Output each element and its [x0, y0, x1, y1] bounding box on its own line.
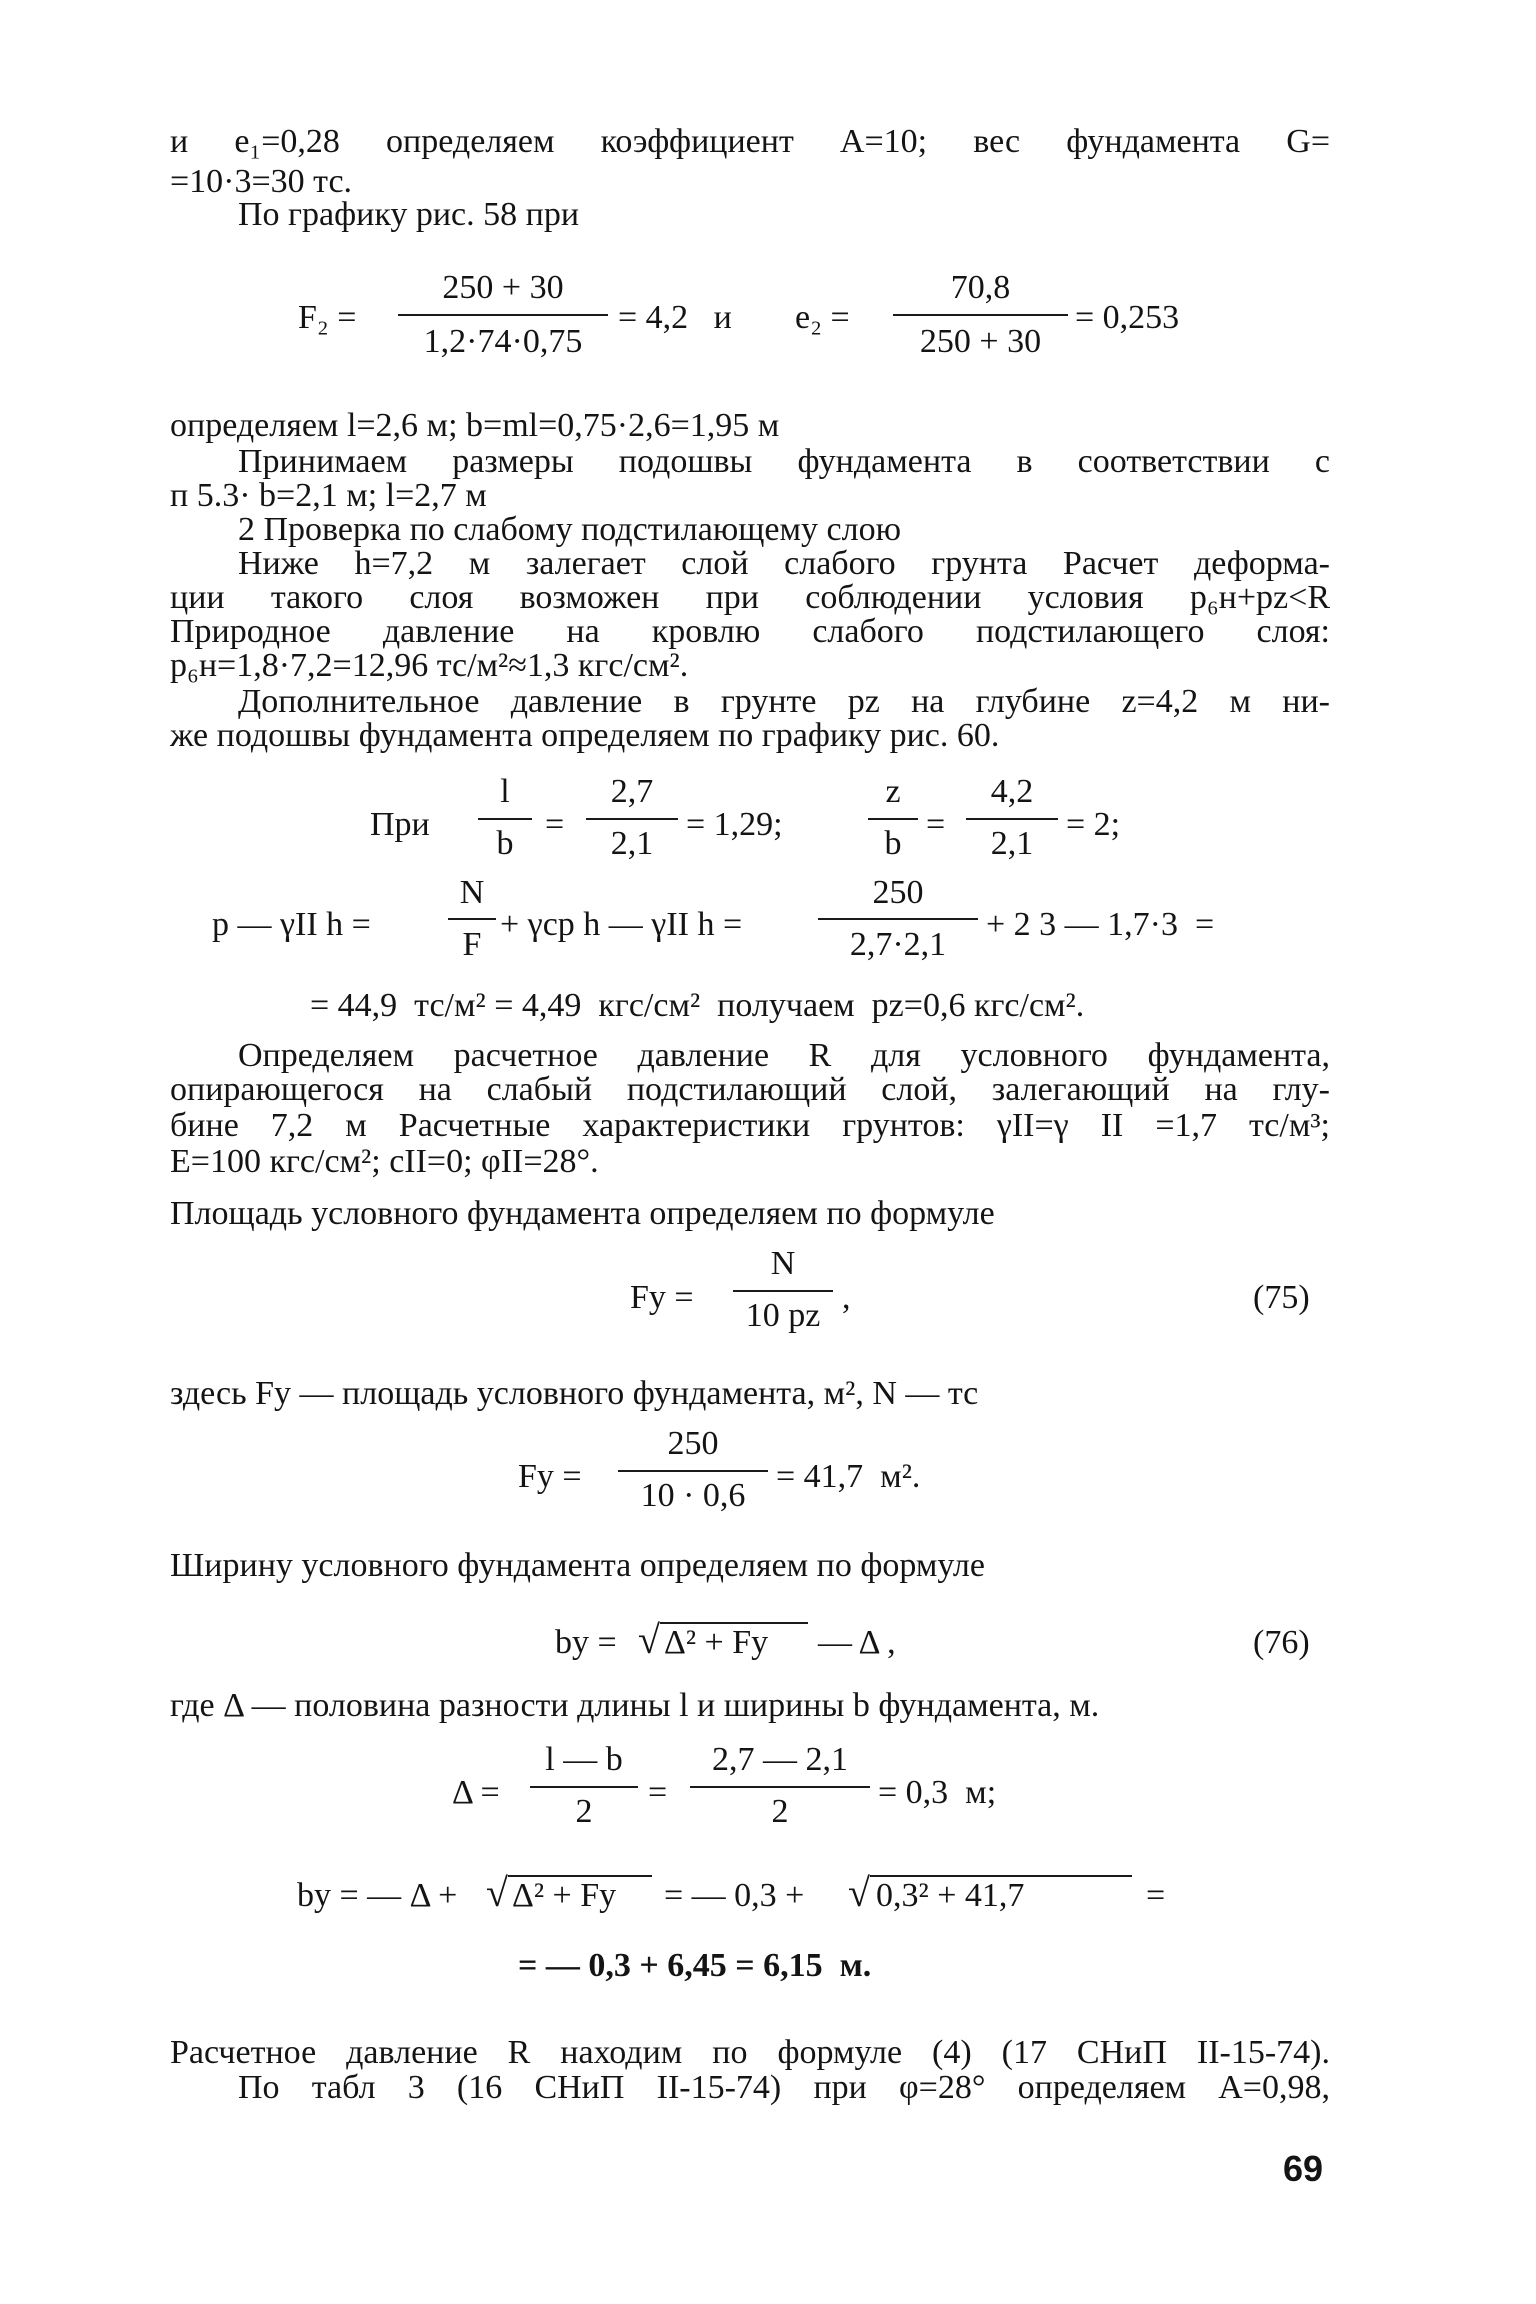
eq-sign: =: [648, 1774, 668, 1811]
eq-numerator: 250: [872, 874, 924, 911]
eq-numerator: l — b: [545, 1741, 623, 1778]
text-line: Принимаем размеры подошвы фундамента в соответствии с: [238, 443, 1330, 480]
text-line: и e₁=0,28 определяем коэффициент A=10; вес фундамента G=: [170, 123, 1330, 160]
eq-denominator: b: [496, 825, 514, 862]
equation-number: (76): [1253, 1624, 1310, 1661]
eq-denominator: 2,1: [610, 825, 654, 862]
text-line: же подошвы фундамента определяем по графику рис. 60.: [170, 717, 1000, 754]
fraction-bar: [586, 818, 678, 820]
eq-sign: =: [545, 806, 565, 843]
eq-denominator: 2: [771, 1793, 789, 1830]
fraction-bar: [618, 1470, 768, 1472]
eq-tail: — Δ ,: [818, 1624, 896, 1661]
equation-number: (75): [1253, 1279, 1310, 1316]
eq-label: Fу =: [630, 1279, 694, 1316]
fraction-bar: [733, 1290, 833, 1292]
eq-numerator: 250 + 30: [442, 269, 564, 306]
eq-radicand: Δ² + Fу: [664, 1624, 769, 1661]
text-line: E=100 кгс/см²; cII=0; φII=28°.: [170, 1143, 599, 1180]
eq-label: p — γII h =: [212, 906, 371, 943]
fraction-bar: [868, 818, 918, 820]
eq-sign: =: [926, 806, 946, 843]
eq-tail: + 2 3 — 1,7·3 =: [986, 906, 1215, 943]
eq-result: = 0,3 м;: [878, 1774, 997, 1811]
eq-numerator: 70,8: [950, 269, 1011, 306]
eq-sign: ,: [842, 1279, 851, 1316]
sqrt-icon: √: [486, 1870, 508, 1915]
section-heading: 2 Проверка по слабому подстилающему слою: [238, 511, 901, 548]
eq-label: bу =: [555, 1624, 617, 1661]
text-line: =10·3=30 тс.: [170, 163, 353, 200]
eq-denominator: 250 + 30: [919, 323, 1042, 360]
text-line: Расчетное давление R находим по формуле (4) (17 СНиП II-15-74).: [170, 2034, 1330, 2071]
fraction-bar: [478, 818, 532, 820]
eq-numerator: z: [885, 773, 901, 810]
sqrt-icon: √: [848, 1870, 870, 1915]
eq-sign: =: [1146, 1877, 1166, 1914]
text-line: опирающегося на слабый подстилающий слой, залегающий на глу-: [170, 1071, 1330, 1108]
eq-result-line: = — 0,3 + 6,45 = 6,15 м.: [518, 1947, 872, 1984]
eq-label: При: [370, 806, 430, 843]
fraction-bar: [690, 1786, 870, 1788]
text-line: По табл 3 (16 СНиП II-15-74) при φ=28° определяем A=0,98,: [238, 2069, 1330, 2106]
eq-label: Δ =: [452, 1774, 500, 1811]
eq-middle: + γср h — γII h =: [500, 906, 743, 943]
eq-radicand: Δ² + Fу: [512, 1877, 617, 1914]
eq-numerator: l: [500, 773, 510, 810]
eq-middle: = — 0,3 +: [664, 1877, 805, 1914]
text-line: Определяем расчетное давление R для условного фундамента,: [238, 1037, 1330, 1074]
text-line: ции такого слоя возможен при соблюдении условия p₆н+pz<R: [170, 579, 1330, 616]
page-number: 69: [1283, 2148, 1324, 2189]
eq-result: = 2;: [1066, 806, 1121, 843]
text-line: здесь Fу — площадь условного фундамента, м², N — тс: [170, 1375, 979, 1412]
eq-label: F₂ =: [298, 299, 357, 336]
text-line: Дополнительное давление в грунте pz на глубине z=4,2 м ни-: [238, 683, 1330, 720]
fraction-bar: [966, 818, 1058, 820]
text-line: p₆н=1,8·7,2=12,96 тс/м²≈1,3 кгс/см².: [170, 647, 689, 684]
text-line: Площадь условного фундамента определяем по формуле: [170, 1195, 995, 1232]
eq-label: Fу =: [518, 1458, 582, 1495]
eq-label: e₂ =: [795, 299, 850, 336]
text-line: Ниже h=7,2 м залегает слой слабого грунта Расчет деформа-: [238, 545, 1330, 582]
eq-denominator: 2,7·2,1: [849, 926, 947, 963]
eq-numerator: N: [770, 1245, 796, 1282]
eq-label: bу = — Δ +: [297, 1877, 458, 1914]
eq-numerator: N: [459, 874, 485, 911]
eq-result-line: = 44,9 тс/м² = 4,49 кгс/см² получаем pz=0,6 кгс/см².: [310, 987, 1085, 1024]
eq-numerator: 2,7: [610, 773, 654, 810]
eq-denominator: F: [462, 926, 482, 963]
fraction-bar: [818, 918, 978, 920]
text-line: бине 7,2 м Расчетные характеристики грунтов: γII=γ II =1,7 тс/м³;: [170, 1107, 1330, 1144]
eq-denominator: 10 pz: [745, 1297, 821, 1334]
text-line: п 5.3· b=2,1 м; l=2,7 м: [170, 477, 487, 514]
fraction-bar: [530, 1786, 638, 1788]
text-line: Природное давление на кровлю слабого подстилающего слоя:: [170, 613, 1330, 650]
eq-denominator: 2,1: [990, 825, 1034, 862]
fraction-bar: [398, 314, 608, 316]
text-line: определяем l=2,6 м; b=ml=0,75·2,6=1,95 м: [170, 407, 780, 444]
eq-radicand: 0,3² + 41,7: [876, 1877, 1025, 1914]
eq-result: = 0,253: [1075, 299, 1180, 336]
eq-numerator: 4,2: [990, 773, 1034, 810]
eq-denominator: b: [884, 825, 902, 862]
eq-denominator: 2: [575, 1793, 593, 1830]
eq-result: = 1,29;: [686, 806, 783, 843]
eq-denominator: 1,2·74·0,75: [423, 323, 583, 360]
eq-result: = 4,2 и: [618, 299, 732, 336]
text-line: По графику рис. 58 при: [238, 196, 580, 233]
fraction-bar: [893, 314, 1068, 316]
fraction-bar: [448, 918, 496, 920]
sqrt-icon: √: [638, 1617, 660, 1662]
eq-numerator: 250: [667, 1425, 719, 1462]
text-line: Ширину условного фундамента определяем по формуле: [170, 1547, 985, 1584]
eq-denominator: 10 · 0,6: [640, 1477, 746, 1514]
eq-numerator: 2,7 — 2,1: [712, 1741, 848, 1778]
text-line: где Δ — половина разности длины l и ширины b фундамента, м.: [170, 1687, 1100, 1724]
eq-result: = 41,7 м².: [776, 1458, 921, 1495]
